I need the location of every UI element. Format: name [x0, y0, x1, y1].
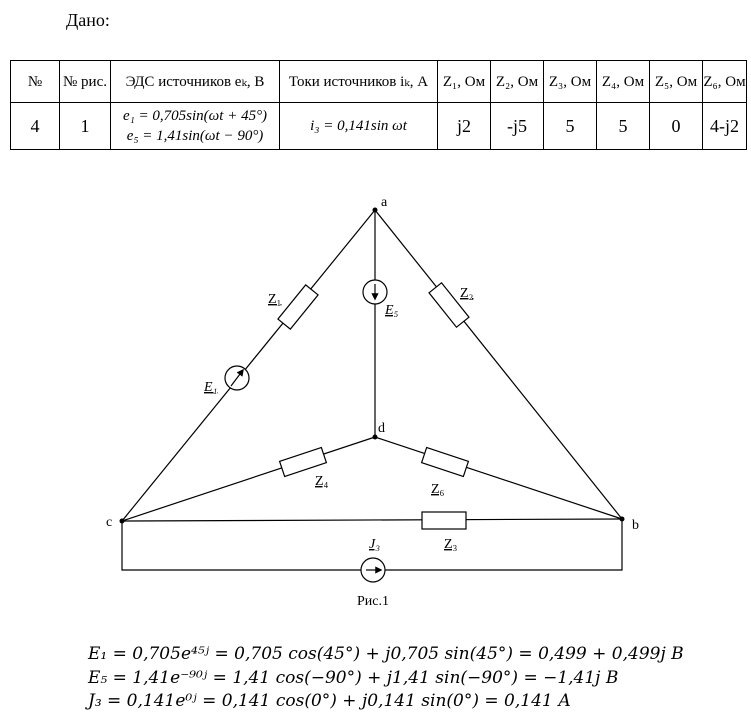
emf-e5: e₅ = 1,41sin(ωt − 90°) — [126, 128, 264, 144]
node-d-dot — [373, 435, 378, 440]
wire-c-b — [122, 519, 622, 521]
label-node-c: c — [106, 515, 113, 530]
resistor-z6 — [422, 447, 469, 476]
header-currents: Токи источников iₖ, А — [280, 61, 438, 103]
label-node-d: d — [378, 421, 385, 436]
cell-z3: 5 — [544, 103, 597, 150]
label-z4: Z₄ — [315, 474, 329, 489]
wire-d-c — [122, 437, 375, 521]
cell-num: 4 — [11, 103, 60, 150]
label-node-b: b — [632, 518, 639, 533]
header-num: № — [11, 61, 60, 103]
header-emf: ЭДС источников eₖ, В — [111, 61, 280, 103]
node-b-dot — [620, 517, 625, 522]
formula-e5: E₅ = 1,41e⁻⁹⁰ʲ = 1,41 cos(−90°) + j1,41 sin(−90°) = −1,41j В — [88, 667, 619, 688]
figure-caption: Рис.1 — [357, 594, 389, 609]
header-z4: Z₄, Ом — [597, 61, 650, 103]
cell-current: i₃ = 0,141sin ωt — [280, 103, 438, 150]
node-a-dot — [373, 208, 378, 213]
label-e5: E₅ — [385, 303, 399, 318]
label-j3: J₃ — [369, 537, 381, 552]
formula-j3: J₃ = 0,141e⁰ʲ = 0,141 cos(0°) + j0,141 sin(0°) = 0,141 А — [88, 691, 571, 711]
wire-d-b — [375, 437, 622, 519]
formula-e1: E₁ = 0,705e⁴⁵ʲ = 0,705 cos(45°) + j0,705 sin(45°) = 0,499 + 0,499j В — [88, 644, 684, 664]
resistor-z1 — [278, 285, 318, 329]
cell-z1: j2 — [438, 103, 491, 150]
cell-z4: 5 — [597, 103, 650, 150]
wire-a-b — [375, 210, 622, 519]
cell-fig: 1 — [60, 103, 111, 150]
header-z1: Z₁, Ом — [438, 61, 491, 103]
resistor-z3 — [422, 512, 466, 529]
emf-e1: e₁ = 0,705sin(ωt + 45°) — [122, 108, 268, 124]
header-z3: Z₃, Ом — [544, 61, 597, 103]
header-fig: № рис. — [60, 61, 111, 103]
header-z5: Z₅, Ом — [650, 61, 703, 103]
header-z2: Z₂, Ом — [491, 61, 544, 103]
phasor-formulas — [88, 643, 684, 714]
label-e1: E₁ — [204, 380, 218, 395]
resistor-z4 — [280, 447, 327, 476]
label-z3: Z₃ — [444, 537, 458, 552]
cell-z5: 0 — [650, 103, 703, 150]
given-heading: Дано: — [66, 10, 110, 30]
label-z6: Z₆ — [431, 482, 445, 497]
cell-z6: 4-j2 — [703, 103, 747, 150]
wire-a-c — [122, 210, 375, 521]
node-c-dot — [120, 519, 125, 524]
label-node-a: a — [381, 195, 388, 210]
label-z1: Z₁ — [268, 292, 282, 307]
header-z6: Z₆, Ом — [703, 61, 747, 103]
label-z2: Z₂ — [460, 286, 474, 301]
cell-z2: -j5 — [491, 103, 544, 150]
